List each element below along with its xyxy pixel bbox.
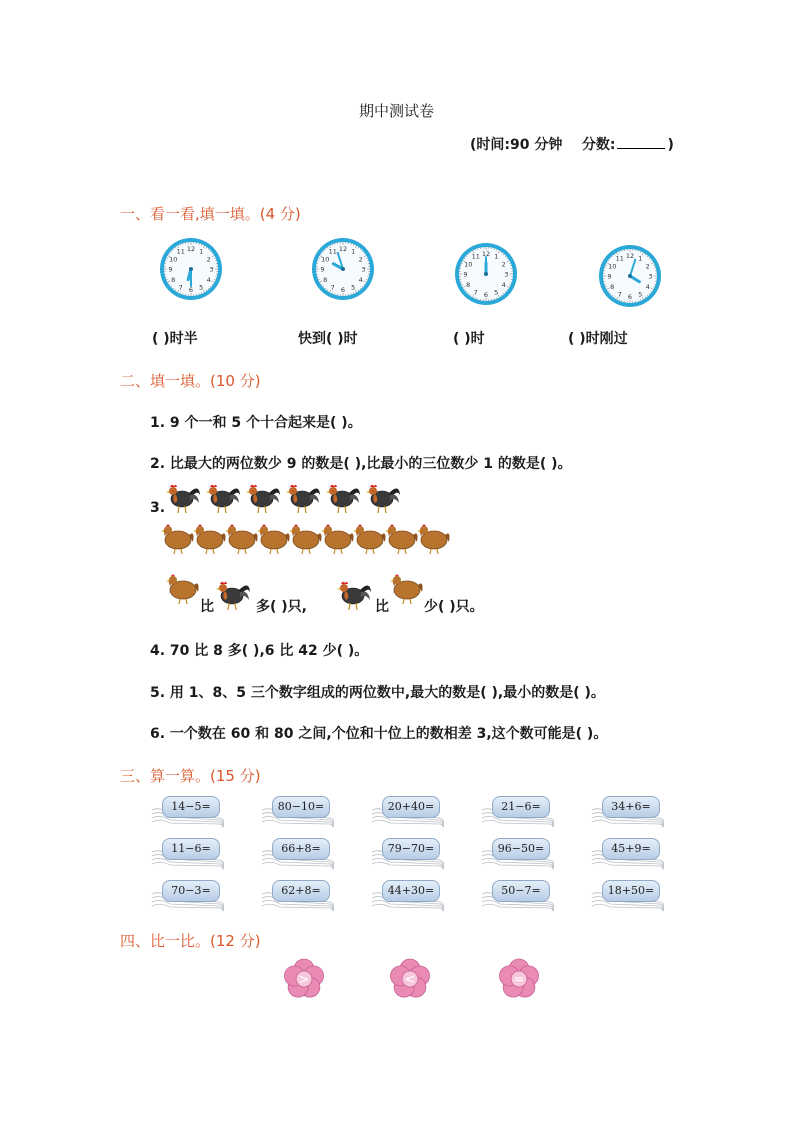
clock-answer-4: ( )时刚过 [568, 331, 628, 347]
clock-number: 1 [199, 247, 204, 256]
calc-expression: 96−50= [492, 838, 550, 860]
clock-number: 4 [358, 275, 363, 284]
clock-number: 5 [494, 288, 499, 297]
calc-tile [590, 792, 668, 830]
calc-tile [150, 876, 228, 914]
clock-number: 4 [206, 275, 211, 284]
clock-number: 11 [328, 247, 337, 256]
rooster-icon [165, 481, 201, 515]
flower-icon [389, 958, 431, 1000]
clock-number: 11 [471, 252, 480, 261]
section-4-heading: 四、比一比。(12 分) [120, 932, 261, 950]
calc-tile [260, 792, 338, 830]
clock-number: 9 [320, 265, 325, 274]
calc-expression: 20+40= [382, 796, 440, 818]
question-5: 5. 用 1、8、5 三个数字组成的两位数中,最大的数是( ),最小的数是( )。 [150, 685, 605, 701]
clock-number: 6 [188, 286, 194, 294]
calc-tile [260, 876, 338, 914]
clock-number: 10 [464, 260, 473, 269]
clock-answer-2: 快到( )时 [298, 331, 358, 347]
clock-number: 6 [627, 293, 633, 301]
hen-icon [416, 522, 452, 556]
clock-number: 5 [351, 283, 356, 292]
calc-expression: 62+8= [272, 880, 330, 902]
meta-close: ) [667, 137, 674, 153]
calc-expression: 11−6= [162, 838, 220, 860]
clock-number: 5 [199, 283, 204, 292]
clock-icon [597, 243, 663, 309]
q3-answer-1: 多( )只, [256, 599, 307, 615]
calc-tile [370, 834, 448, 872]
clock-number: 2 [206, 255, 211, 264]
question-3-number: 3. [150, 500, 166, 516]
calc-tile [480, 876, 558, 914]
page-title: 期中测试卷 [358, 102, 434, 120]
exam-meta [470, 134, 674, 154]
clock-number: 7 [330, 283, 335, 292]
hen-icon [320, 522, 356, 556]
calc-expression: 44+30= [382, 880, 440, 902]
clock-number: 8 [610, 282, 615, 291]
hen-icon [224, 522, 260, 556]
clock-number: 7 [473, 288, 478, 297]
clock-number: 2 [358, 255, 363, 264]
clock-number: 6 [340, 286, 346, 294]
rooster-icon [325, 481, 361, 515]
section-2-heading: 二、填一填。(10 分) [120, 372, 261, 390]
clock-number: 12 [338, 245, 348, 253]
calc-tile [480, 834, 558, 872]
clock-icon [158, 236, 224, 302]
compare-symbol: = [513, 972, 525, 988]
rooster-icon [285, 481, 321, 515]
section-3-heading: 三、算一算。(15 分) [120, 767, 261, 785]
rooster-icon [205, 481, 241, 515]
calc-expression: 34+6= [602, 796, 660, 818]
clock-icon [310, 236, 376, 302]
calc-expression: 80−10= [272, 796, 330, 818]
q3-answer-2: 少( )只。 [424, 599, 484, 615]
clock-number: 9 [168, 265, 173, 274]
clock-number: 8 [323, 275, 328, 284]
clock-number: 9 [463, 270, 468, 279]
clock-number: 8 [171, 275, 176, 284]
calc-tile [480, 792, 558, 830]
calc-grid [150, 792, 670, 917]
clock-number: 12 [481, 250, 491, 258]
score-label: 分数: [581, 137, 616, 153]
clock-answer-3: ( )时 [453, 331, 485, 347]
hen-icon [256, 522, 292, 556]
clock-number: 1 [638, 254, 643, 263]
calc-expression: 21−6= [492, 796, 550, 818]
clock-number: 3 [504, 270, 509, 279]
calc-tile [150, 792, 228, 830]
calc-expression: 70−3= [162, 880, 220, 902]
hen-icon [384, 522, 420, 556]
section-1-heading: 一、看一看,填一填。(4 分) [120, 205, 301, 223]
calc-tile [370, 792, 448, 830]
time-label: (时间:90 分钟 [470, 137, 563, 153]
rooster-icon [365, 481, 401, 515]
compare-symbol: < [404, 972, 416, 988]
q3-compare-1: 比 [200, 599, 214, 615]
clock-number: 10 [608, 262, 617, 271]
clock-number: 10 [169, 255, 178, 264]
clock-center [341, 267, 345, 271]
hen-icon [165, 572, 201, 606]
clock-number: 1 [351, 247, 356, 256]
hen-icon [389, 572, 425, 606]
clock-number: 6 [483, 291, 489, 299]
clock-icon [453, 241, 519, 307]
calc-expression: 14−5= [162, 796, 220, 818]
flower-icon [283, 958, 325, 1000]
clock-number: 12 [625, 252, 635, 260]
flower-icon [498, 958, 540, 1000]
calc-tile [590, 876, 668, 914]
clock-number: 12 [186, 245, 196, 253]
rooster-icon [336, 578, 372, 612]
calc-tile [260, 834, 338, 872]
clock-number: 10 [321, 255, 330, 264]
clock-number: 11 [615, 254, 624, 263]
clock-center [484, 272, 488, 276]
clock-center [189, 267, 193, 271]
hen-icon [160, 522, 196, 556]
clock-number: 4 [645, 282, 650, 291]
calc-tile [150, 834, 228, 872]
clock-answer-1: ( )时半 [152, 331, 198, 347]
clock-number: 3 [209, 265, 214, 274]
clock-number: 3 [361, 265, 366, 274]
calc-tile [590, 834, 668, 872]
clock-number: 3 [648, 272, 653, 281]
score-blank[interactable] [617, 136, 665, 149]
question-6: 6. 一个数在 60 和 80 之间,个位和十位上的数相差 3,这个数可能是( )。 [150, 726, 608, 742]
rooster-icon [245, 481, 281, 515]
rooster-icon [215, 578, 251, 612]
calc-tile [370, 876, 448, 914]
calc-expression: 18+50= [602, 880, 660, 902]
clock-number: 7 [178, 283, 183, 292]
calc-expression: 66+8= [272, 838, 330, 860]
calc-expression: 45+9= [602, 838, 660, 860]
hen-icon [192, 522, 228, 556]
clock-number: 1 [494, 252, 499, 261]
hen-icon [288, 522, 324, 556]
clock-center [628, 274, 632, 278]
clock-number: 8 [466, 280, 471, 289]
hen-icon [352, 522, 388, 556]
q3-compare-2: 比 [375, 599, 389, 615]
calc-expression: 79−70= [382, 838, 440, 860]
clock-number: 5 [638, 290, 643, 299]
clock-number: 11 [176, 247, 185, 256]
clock-number: 4 [501, 280, 506, 289]
compare-symbol: > [298, 972, 310, 988]
question-1: 1. 9 个一和 5 个十合起来是( )。 [150, 415, 362, 431]
clock-number: 2 [501, 260, 506, 269]
question-2: 2. 比最大的两位数少 9 的数是( ),比最小的三位数少 1 的数是( )。 [150, 456, 572, 472]
clock-number: 9 [607, 272, 612, 281]
calc-expression: 50−7= [492, 880, 550, 902]
clock-number: 2 [645, 262, 650, 271]
clock-number: 7 [617, 290, 622, 299]
question-4: 4. 70 比 8 多( ),6 比 42 少( )。 [150, 643, 369, 659]
